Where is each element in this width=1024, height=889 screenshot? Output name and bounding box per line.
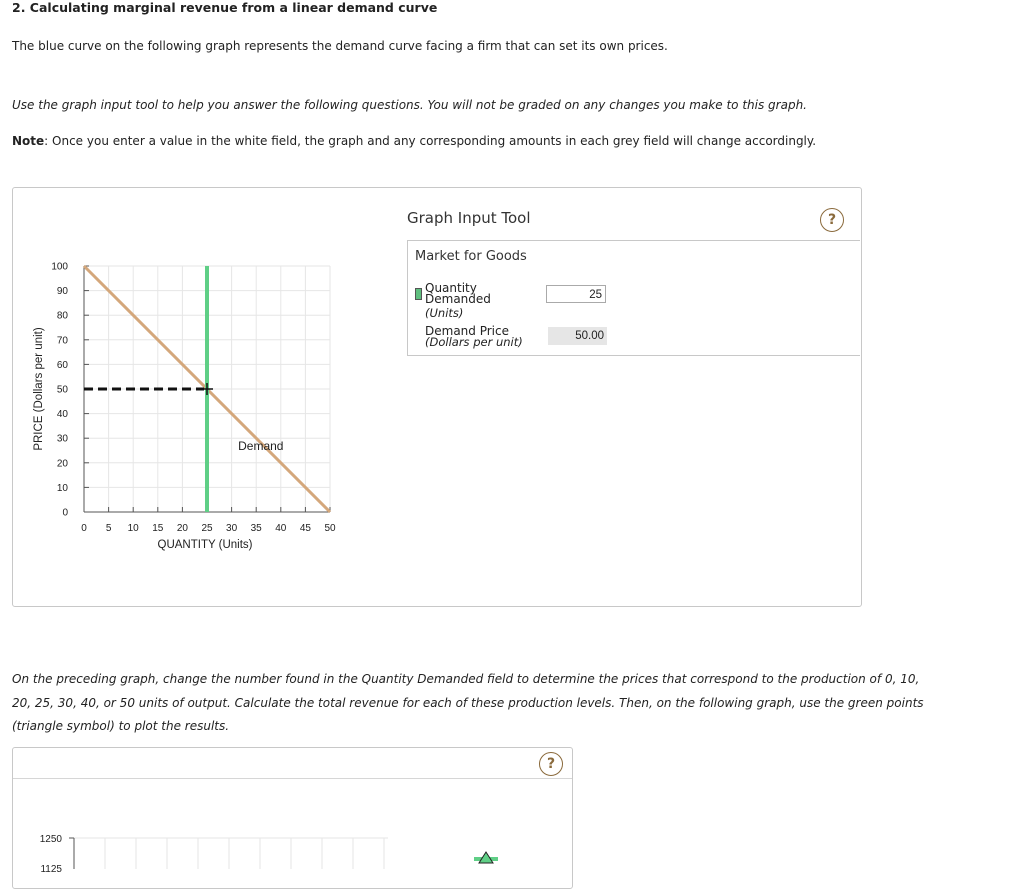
- y-tick-label: 0: [62, 507, 68, 519]
- y-tick-label: 40: [56, 409, 68, 421]
- followup-text: On the preceding graph, change the number found in the Quantity Demanded field to determine the prices that correspond to the production of 0, 10, 20, 25, 30, 40, or 50 units of output. Calculate the total revenue for each of these production levels. Then, on the following graph, use the green points (triangle symbol) to plot the results.: [12, 672, 924, 733]
- price-value: 50.00: [548, 327, 607, 345]
- y-tick-label: 1250: [39, 834, 62, 845]
- help-icon[interactable]: ?: [539, 752, 563, 776]
- x-axis-label: QUANTITY (Units): [157, 539, 253, 551]
- x-tick-label: 40: [275, 523, 287, 534]
- y-tick-label: 60: [56, 359, 68, 371]
- graph-input-tool-title: Graph Input Tool: [407, 209, 531, 227]
- quantity-legend-swatch: [415, 288, 422, 300]
- demand-label: Demand: [238, 438, 284, 453]
- y-tick-label: 20: [56, 458, 68, 470]
- price-unit: (Dollars per unit): [425, 335, 523, 349]
- y-tick-label: 50: [56, 384, 68, 396]
- x-tick-label: 5: [105, 523, 112, 534]
- revenue-graph-panel: [12, 747, 573, 889]
- chart-tick-labels: [51, 262, 336, 535]
- x-tick-label: 50: [324, 523, 336, 534]
- help-icon[interactable]: ?: [820, 208, 844, 232]
- x-tick-label: 10: [127, 523, 139, 534]
- market-title: Market for Goods: [415, 249, 527, 264]
- y-axis-label: PRICE (Dollars per unit): [33, 327, 45, 451]
- price-label: Demand Price: [425, 324, 509, 338]
- quantity-unit: (Units): [425, 306, 464, 320]
- y-tick-label: 80: [56, 310, 68, 322]
- y-tick-label: 30: [56, 433, 68, 445]
- y-tick-label: 70: [56, 335, 68, 347]
- x-tick-label: 35: [250, 523, 262, 534]
- x-tick-label: 0: [81, 523, 87, 534]
- x-tick-label: 30: [226, 523, 238, 534]
- x-tick-label: 20: [176, 523, 188, 534]
- y-tick-label: 10: [56, 482, 68, 494]
- quantity-label: Quantity Demanded: [425, 281, 491, 306]
- instruction-text: Use the graph input tool to help you answer the following questions. You will not be graded on any changes you make to this graph.: [12, 98, 807, 112]
- question-title: 2. Calculating marginal revenue from a linear demand curve: [12, 0, 438, 15]
- panel-header-divider: [13, 778, 572, 779]
- quantity-input[interactable]: 25: [546, 285, 606, 303]
- y-tick-label: 1125: [40, 864, 62, 875]
- x-tick-label: 15: [152, 523, 164, 534]
- y-tick-label: 100: [51, 261, 68, 273]
- y-tick-label: 90: [56, 286, 68, 298]
- x-tick-label: 25: [201, 523, 213, 534]
- note-body: : Once you enter a value in the white field, the graph and any corresponding amounts in each grey field will change accordingly.: [44, 134, 817, 148]
- note-label: Note: [12, 134, 45, 148]
- intro-text: The blue curve on the following graph represents the demand curve facing a firm that can set its own prices.: [12, 39, 668, 53]
- x-tick-label: 45: [299, 523, 311, 534]
